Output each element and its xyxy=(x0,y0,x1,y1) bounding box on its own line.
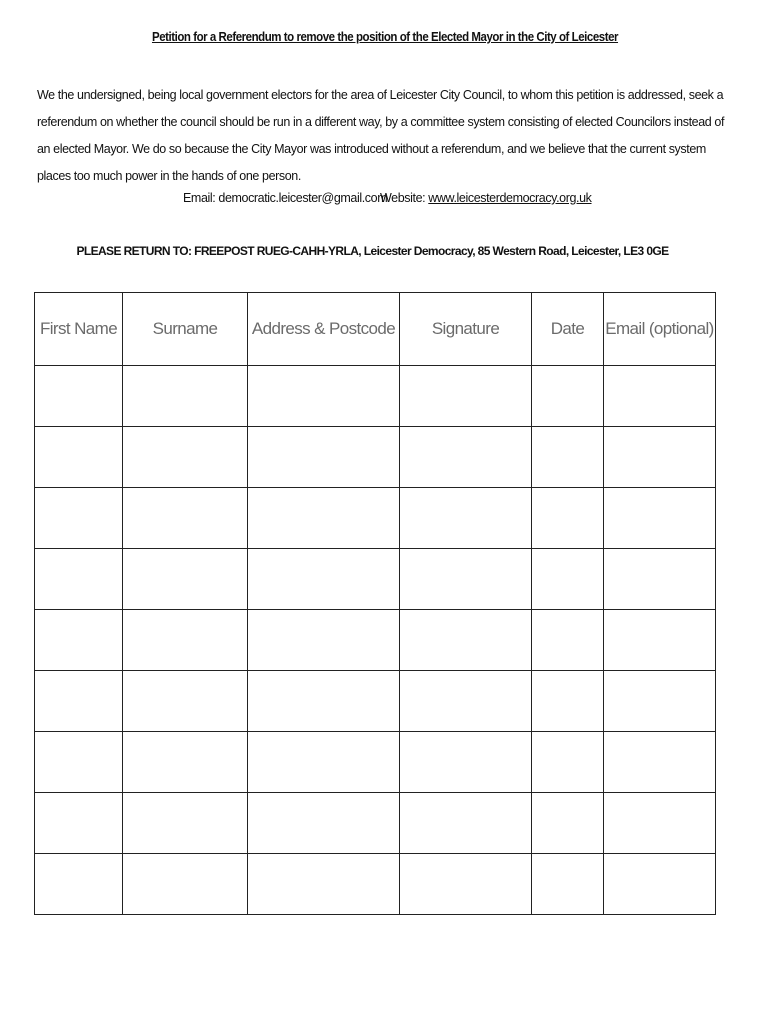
cell-date xyxy=(532,793,604,854)
cell-date xyxy=(532,854,604,915)
cell-signature xyxy=(400,366,532,427)
cell-surname xyxy=(123,427,248,488)
cell-address-postcode xyxy=(248,549,400,610)
cell-first-name xyxy=(35,854,123,915)
table-row xyxy=(35,488,716,549)
cell-date xyxy=(532,427,604,488)
cell-address-postcode xyxy=(248,488,400,549)
cell-signature xyxy=(400,610,532,671)
cell-email xyxy=(604,488,716,549)
cell-email xyxy=(604,427,716,488)
table-row xyxy=(35,793,716,854)
cell-email xyxy=(604,671,716,732)
cell-signature xyxy=(400,671,532,732)
cell-address-postcode xyxy=(248,793,400,854)
cell-first-name xyxy=(35,610,123,671)
table-row xyxy=(35,427,716,488)
cell-surname xyxy=(123,732,248,793)
contact-website xyxy=(380,191,592,205)
signature-table xyxy=(34,292,716,915)
cell-surname xyxy=(123,793,248,854)
table-row xyxy=(35,610,716,671)
cell-signature xyxy=(400,732,532,793)
cell-first-name xyxy=(35,671,123,732)
table-row xyxy=(35,671,716,732)
table-row xyxy=(35,366,716,427)
cell-email xyxy=(604,549,716,610)
cell-surname xyxy=(123,549,248,610)
header-address-postcode: Address & Postcode xyxy=(248,293,400,366)
cell-email xyxy=(604,854,716,915)
cell-first-name xyxy=(35,488,123,549)
return-address: PLEASE RETURN TO: FREEPOST RUEG-CAHH-YRLA, Leicester Democracy, 85 Western Road, Leicester, LE3 0GE xyxy=(76,244,669,258)
cell-date xyxy=(532,610,604,671)
cell-address-postcode xyxy=(248,732,400,793)
cell-first-name xyxy=(35,366,123,427)
cell-first-name xyxy=(35,732,123,793)
header-email-optional: Email (optional) xyxy=(604,293,716,366)
table-row xyxy=(35,549,716,610)
cell-address-postcode xyxy=(248,671,400,732)
cell-address-postcode xyxy=(248,427,400,488)
cell-surname xyxy=(123,854,248,915)
cell-email xyxy=(604,610,716,671)
cell-date xyxy=(532,366,604,427)
cell-first-name xyxy=(35,793,123,854)
signature-rows xyxy=(35,366,716,915)
cell-date xyxy=(532,732,604,793)
website-prefix: Website: xyxy=(380,191,429,205)
cell-signature xyxy=(400,427,532,488)
cell-first-name xyxy=(35,427,123,488)
cell-signature xyxy=(400,549,532,610)
cell-date xyxy=(532,488,604,549)
cell-date xyxy=(532,549,604,610)
cell-signature xyxy=(400,488,532,549)
cell-surname xyxy=(123,671,248,732)
table-row xyxy=(35,854,716,915)
header-first-name: First Name xyxy=(35,293,123,366)
cell-email xyxy=(604,366,716,427)
cell-email xyxy=(604,732,716,793)
header-surname: Surname xyxy=(123,293,248,366)
cell-first-name xyxy=(35,549,123,610)
cell-address-postcode xyxy=(248,854,400,915)
header-date: Date xyxy=(532,293,604,366)
cell-date xyxy=(532,671,604,732)
cell-surname xyxy=(123,488,248,549)
table-header-row xyxy=(35,293,716,366)
cell-email xyxy=(604,793,716,854)
petition-intro: We the undersigned, being local government electors for the area of Leicester City Council, to whom this petition is addressed, seek a referendum on whether the council should be run in a different way, by a committee system consisting of elected Councilors instead of an elected Mayor. We do so because the City Mayor was introduced without a referendum, and we believe that the current system places too much power in the hands of one person. xyxy=(37,88,725,183)
petition-title: Petition for a Referendum to remove the position of the Elected Mayor in the City of Leicester xyxy=(151,30,619,44)
cell-address-postcode xyxy=(248,366,400,427)
cell-surname xyxy=(123,366,248,427)
cell-address-postcode xyxy=(248,610,400,671)
contact-email: Email: democratic.leicester@gmail.com xyxy=(183,191,388,205)
website-link[interactable]: www.leicesterdemocracy.org.uk xyxy=(428,191,592,205)
cell-signature xyxy=(400,854,532,915)
cell-signature xyxy=(400,793,532,854)
cell-surname xyxy=(123,610,248,671)
table-row xyxy=(35,732,716,793)
header-signature: Signature xyxy=(400,293,532,366)
